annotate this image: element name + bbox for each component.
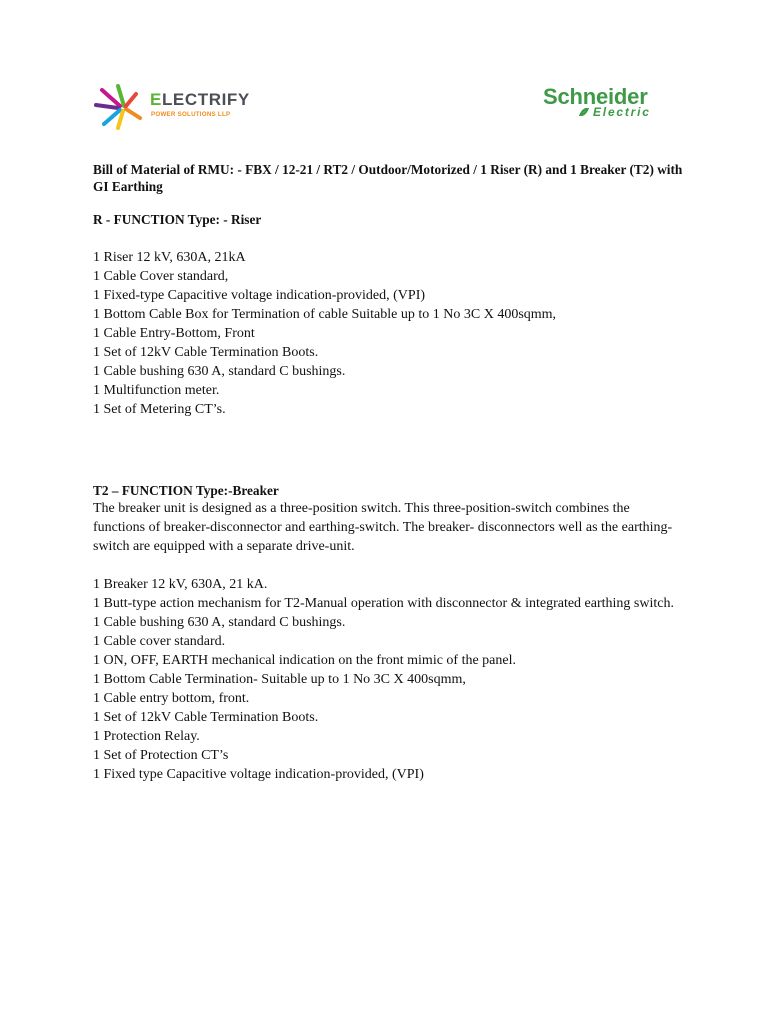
list-item: 1 Breaker 12 kV, 630A, 21 kA. (93, 577, 268, 592)
electrify-wordmark (150, 90, 250, 110)
electrify-logo (94, 84, 264, 130)
schneider-mark-icon (576, 104, 592, 120)
electrify-tagline: POWER SOLUTIONS LLP (151, 111, 231, 118)
section-r-heading: R - FUNCTION Type: - Riser (93, 212, 262, 227)
list-item: 1 Multifunction meter. (93, 382, 220, 398)
list-item: 1 Set of Protection CT’s (93, 748, 229, 763)
list-item: 1 Butt-type action mechanism for T2-Manual operation with disconnector & integrated earthing switch. (93, 596, 674, 611)
list-item: 1 Cable entry bottom, front. (93, 691, 250, 706)
list-item: 1 Bottom Cable Termination- Suitable up to 1 No 3C X 400sqmm, (93, 672, 466, 687)
list-item: 1 Bottom Cable Box for Termination of cable Suitable up to 1 No 3C X 400sqmm, (93, 306, 557, 322)
list-item: 1 Cable bushing 630 A, standard C bushings. (93, 615, 346, 630)
list-item: 1 Set of Metering CT’s. (93, 401, 226, 417)
section-t2-item-list (93, 575, 683, 784)
document-title: Bill of Material of RMU: - FBX / 12-21 / RT2 / Outdoor/Motorized / 1 Riser (R) and 1 Breaker (T2) with GI Earthing (93, 162, 683, 194)
list-item: 1 Cable Entry-Bottom, Front (93, 325, 255, 341)
list-item: 1 Fixed-type Capacitive voltage indication-provided, (VPI) (93, 287, 426, 303)
document-body (93, 162, 683, 784)
schneider-electric-logo (543, 86, 688, 122)
list-item: 1 ON, OFF, EARTH mechanical indication on the front mimic of the panel. (93, 653, 517, 668)
list-item: 1 Fixed type Capacitive voltage indication-provided, (VPI) (93, 767, 424, 782)
list-item: 1 Cable Cover standard, (93, 268, 229, 284)
section-r-item-list (93, 248, 683, 419)
electrify-burst-icon (94, 84, 150, 130)
section-t2-heading: T2 – FUNCTION Type:-Breaker (93, 482, 279, 498)
list-item: 1 Cable bushing 630 A, standard C bushings. (93, 363, 346, 379)
schneider-wordmark: Schneider (543, 84, 648, 109)
list-item: 1 Set of 12kV Cable Termination Boots. (93, 710, 319, 725)
wordmark-rest: LECTRIFY (161, 90, 250, 109)
list-item: 1 Protection Relay. (93, 729, 200, 744)
wordmark-initial: E (150, 90, 162, 109)
list-item: 1 Cable cover standard. (93, 634, 226, 649)
section-t2-description: The breaker unit is designed as a three-position switch. This three-position-switch combines the functions of breaker-disconnector and earthing-switch. The breaker- disconnectors well as the earthing- switch are equipped with a separate drive-unit. (93, 501, 673, 554)
list-item: 1 Riser 12 kV, 630A, 21kA (93, 249, 246, 265)
electric-wordmark: Electric (593, 105, 651, 119)
list-item: 1 Set of 12kV Cable Termination Boots. (93, 344, 319, 360)
